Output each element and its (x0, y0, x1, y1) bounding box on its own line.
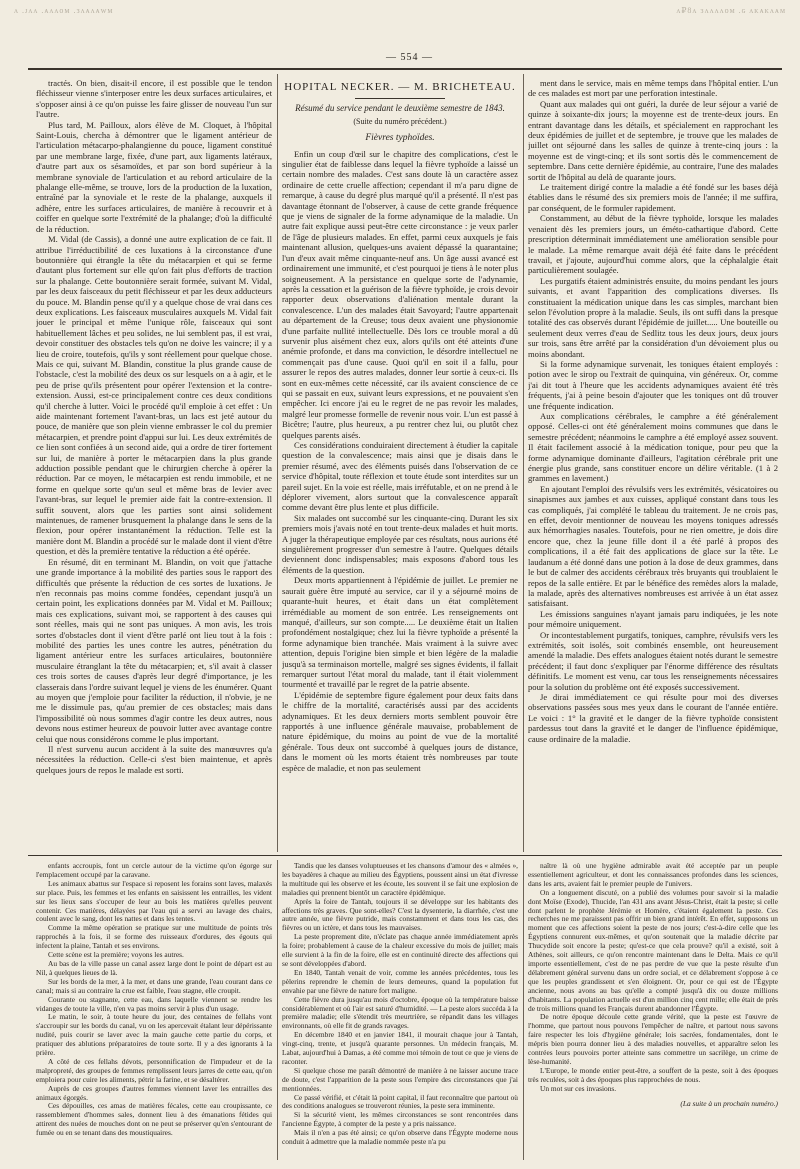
paragraph: Les purgatifs étaient administrés ensuite, du moins pendant les jours suivants, et avant l'apparition des complications diverses. Ils constituaient la médication unique dans les cas simples, marchant bien selon l'évolution propre à la maladie. Seuls, ils ont suffi dans la presque totalité des cas observés durant l'épidémie de juillet..... Une bouteille ou seulement deux verres d'eau de Sedlitz tous les deux jours, deux jours sur trois, sans être arrêté par la considération d'un dévoiement plus ou moins abondant. (528, 275, 778, 359)
paragraph: Comme la même opération se pratique sur une multitude de points très rapprochés à la fois, il se forme des ruisseaux d'ordures, des égouts qui infectent la plaine, Tantah et ses environs. (36, 923, 272, 951)
continuation-line: (La suite à un prochain numéro.) (680, 1098, 778, 1108)
paragraph: Plus tard, M. Pailloux, alors élève de M. Cloquet, à l'hôpital Saint-Louis, chercha à démontrer que le ligament antérieur de l'articulation métacarpo-phalangienne du pouce, ligament constitué par une membrane large, fixée, d'une part, aux ligaments latéraux, d'autre part aux os sésamoïdes, et par son bord supérieur à la membrane synoviale de l'articulation et au rebord articulaire de la phalange elle-même, se trouve, lors de la production de la luxation, entraîné par la synoviale et le reste de la phalange, auxquels il adhère, entre les surfaces articulaires, de manière à recouvrir et à coiffer en quelque sorte l'extrémité de la phalange; d'où la difficulté de la réduction. (36, 119, 272, 234)
paragraph: L'épidémie de septembre figure également pour deux faits dans le chiffre de la mortalité, caractérisés aussi par des accidents adynamiques. Et les deux derniers morts semblent pouvoir être rapportés à une influence générale mauvaise, probablement de nature épidémique, du moins au point de vue de la mortalité générale. Tous deux ont succombé à quelques jours de distance, dans le moment où les morts étaient très nombreuses par toute espèce de maladie, et non pas seulement (282, 689, 518, 773)
article-subtitle: Résumé du service pendant le deuxième semestre de 1843. (295, 103, 505, 114)
paragraph: Constamment, au début de la fièvre typhoïde, lorsque les malades venaient dès les premiers jours, un éméto-cathartique d'abord. Cette prescription déterminait immédiatement une amélioration sensible pour le malade. La même remarque avait déjà été faite dans le précédent travail, et j'ajoute, aujourd'hui comme alors, que la céphalalgie était particulièrement soulagée. (528, 213, 778, 276)
paragraph: Ces dépouilles, ces amas de matières fécales, cette eau croupissante, ce rassemblement d'hommes sales, donnent lieu à des émanations fétides qui attirent des nuées de mouches dont on ne peut se préserver qu'en s'entourant de fumée ou en se tenant dans des moustiquaires. (36, 1101, 272, 1138)
column-divider-2 (523, 74, 524, 852)
article-title: HOPITAL NECKER. — M. BRICHETEAU. (284, 81, 516, 93)
paragraph: Au bas de la ville passe un canal assez large dont le point de départ est au Nil, à quelques lieues de là. (36, 958, 272, 977)
paragraph: Ces considérations conduiraient directement à étudier la capitale question de la convalescence; mais ainsi que je disais dans le premier résumé, avec des éléments puisés dans l'observation de ce service d'hôpital, toute réflexion et toute étude sont interdites sur un pareil sujet. En la voie est réelle, mais irréfutable, et on ne prend à le déplorer vivement, alors surtout que la convalescence apparaît comme devant être plus lente et plus difficile. (282, 440, 518, 513)
feuilleton-column-3 (528, 862, 778, 1162)
title-separator (355, 98, 445, 99)
paragraph: Aux complications cérébrales, le camphre a été généralement opposé. Celles-ci ont été généralement moins communes que dans le semestre précédent; néanmoins le camphre a été employé assez souvent. Il était facilement associé à la médication tonique, pour peu que la forme adynamique dominante d'ailleurs, l'agitation cérébrale prit une énergie plus grande, sans constituer encore un délire véritable. (1 à 2 grammes en lavement.) (528, 411, 778, 484)
paragraph: Je dirai immédiatement ce qui résulte pour moi des diverses observations passées sous mes yeux dans le courant de l'année entière. Le voici : 1° la gravité et le danger de la fièvre typhoïde consistent pardessus tout dans la gravité et le danger de l'influence épidémique, cause ordinaire de la maladie. (528, 691, 778, 744)
bleed-through-header-right: ᴧ₽8ᴧ ᴈᴧᴧᴧᴧᴏᴍ .ɢ ᴧᴋᴀᴋᴧᴀᴍ (676, 6, 786, 15)
text-column-3 (528, 78, 778, 851)
paragraph: On a longuement discuté, on a publié des volumes pour savoir si la maladie dont Moïse (Exode), Thucide, l'an 431 ans avant Jésus-Christ, était la peste; si celle dont parlent le prophète Jérémie et Homère, c'étaient également la peste. Ces recherches ne me paraissent pas offrir un bien grand intérêt. En effet, supposons un moment que ces affections soient la peste de nos jours; c'est-à-dire celle que les Égyptiens connurent eux-mêmes, et qu'on soutenait que la maladie décrite par Thucydide soit encore la peste; qu'est-ce que cela prouve? qu'il a existé, soit à Athènes, soit ailleurs, ce qu'on rencontre maintenant dans le Delta. Mais ce qu'il importe essentiellement, c'est de ne pas perdre de vue que la peste résulte d'un délabrement général survenu dans un ordre social, et ce délabrement s'oppose à ce que les peuples grandissent et s'en éloignent. Or, pour ce qui est de l'Égypte ancienne, nous avons au bas qu'elle a compté jusqu'à dix ou douze millions d'habitants. La population actuelle est d'un million cinq cent mille; elle était de près de trois millions quand les Français durent abandonner l'Égypte. (528, 887, 778, 1013)
continuation-note: (Suite du numéro précédent.) (353, 116, 447, 126)
paragraph: Un mot sur ces invasions. (540, 1083, 617, 1093)
paragraph: M. Vidal (de Cassis), a donné une autre explication de ce fait. Il attribue l'irréductibilité de ces luxations à la circonstance d'une boutonnière qui étrangle la tête du métacarpien et qui se ferme d'autant plus fortement sur elle qu'on fait plus d'efforts de traction sur la phalange. Cette boutonnière serait formée, suivant M. Vidal, par les deux faisceaux du petit fléchisseur et par les deux adducteurs du pouce. M. Blandin pense qu'il y a quelque chose de vrai dans ces deux explications. Les faisceaux musculaires auxquels M. Vidal fait jouer le principal et même l'unique rôle, faisceaux qui sont habituellement lâches et peu solides, ne lui semblent pas, il est vrai, devoir constituer des obstacles tels qu'on ne doive les vaincre; il y a lieu de croire, toutefois, qu'ils y sont réellement pour quelque chose. Mais ce qui, suivant M. Blandin, constitue la plus grande cause de l'obstacle, c'est la mobilité des deux os sur lesquels on a à agir, et le peu de prise qu'ils présentent pour opérer l'extension et la contre-extension. Aussi, est-ce principalement contre ces deux conditions qu'il cherche à lutter. Voici le procédé qu'il emploie à cet effet : Un aide maintenant fortement l'avant-bras, un lacs est jeté autour du pouce, de manière que son plein vienne embrasser le col du premier métacarpien, et prendre point d'appui sur lui. Les deux extrémités de ce lien sont confiées à un second aide, qui a ordre de tirer fortement sur lui, de manière à porter le métacarpien dans la plus grande adduction possible pendant que le chirurgien cherche à opérer la réduction. Par ce moyen, le métacarpien est rendu immobile, et ne forme en quelque sorte qu'un seul et même bras de levier avec l'avant-bras, sur lequel le premier aide fait la contre-extension. Il suffit souvent, alors que les parties sont ainsi solidement maintenues, de ramener brusquement la phalange dans le sens de la flexion, pour opérer instantanément la réduction. Telle est la manière dont M. Blandin a procédé sur le malade dont il vient d'être question, et dès la première tentative la réduction a été opérée. (36, 234, 272, 557)
feuilleton-column-1 (36, 862, 272, 1162)
paragraph: Enfin un coup d'œil sur le chapitre des complications, c'est le singulier état de faiblesse dans lequel la fièvre typhoïde a laissé un certain nombre des malades. C'est sans doute là un caractère assez ordinaire de cette cruelle affection; cependant il m'a paru digne de remarque, à cause du degré plus marqué qu'il a présenté. Il n'est pas davantage étonnant de l'observer, à cause de cette grande fréquence que je viens de signaler de la forme adynamique de la maladie. Un autre fait explique aussi peut-être cette circonstance : je veux parler de l'âge de plusieurs malades. En effet, parmi ceux auxquels je fais maintenant allusion, quelques-uns avaient dépassé la quarantaine; l'un d'eux avait même cinquante-neuf ans. Un âge aussi avancé est ordinairement une immunité, et c'est pourquoi je tiens à le noter plus soigneusement. A la persistance en quelque sorte de l'adynamie, après la cessation et la guérison de la fièvre typhoïde, je crois devoir rapporter deux observations d'aliénation mentale durant la convalescence. L'un des malades était Savoyard; l'autre appartenait au département de la Creuse; tous deux avaient une physionomie d'une parfaite nullité intellectuelle. Dès lors ce trouble moral a dû survenir plus aisément chez eux, alors qu'ils ont été atteints d'une anémie profonde, et dans ma conviction, le désordre intellectuel ne commençait pas d'une cause. Quoi qu'il en soit il a fallu, pour assurer le repos des autres malades, donner leur sortie à ceux-ci. Ils sont en eux-mêmes cette nécessité, car ils avaient conscience de ce qui se passait en eux, suivant leurs expressions, et ne pouvaient s'en empêcher. Ici encore j'ai eu le regret de ne pas revoir les malades, malgré leur promesse formelle de revenir nous voir. L'un est passé à Bicêtre; l'autre, plus heureux, a pu rentrer chez lui, ou plutôt chez quelques parents aisés. (282, 148, 518, 440)
paragraph: Si la sécurité vient, les mêmes circonstances se sont rencontrées dans l'ancienne Égypte, à compter de la peste y a pris naissance. (282, 1110, 518, 1129)
paragraph: Deux morts appartiennent à l'épidémie de juillet. Le premier ne saurait guère être imputé au service, car il y a séjourné moins de quarante-huit heures, et était dans un état complètement irrémédiable au moment de son entrée. Les renseignements ont manqué, d'ailleurs, sur son compte..... Le deuxième était un Italien profondément nostalgique; chez lui la fièvre typhoïde a présenté la forme adynamique bien tranchée. Mais vraiment à la suivre avec attention, depuis l'origine bien simple et bien légère de la maladie jusqu'à sa terminaison mortelle, malgré ses signes évidents, il fallait remarquer surtout l'état moral du malade, tant il était violemment tourmenté et travaillé par le regret de la patrie absente. (282, 575, 518, 690)
paragraph: Ce passé vérifié, et c'était là point capital, il faut reconnaître que partout où des conditions analogues se trouveront réunies, la peste sera imminente. (282, 1092, 518, 1111)
paragraph: En ajoutant l'emploi des révulsifs vers les extrémités, vésicatoires ou sinapismes aux jambes et aux cuisses, appliqué constant dans tous les cas compliqués, j'ai complété le tableau du traitement. Je ne crois pas, en effet, devoir mentionner de nouveau les moyens toniques adressés aux hémorrhagies nasales. Toutefois, pour ne rien omettre, je dois dire encore que, chez la jeune fille dont il a été parlé à propos des complications, il a été fait des applications de glace sur la tête. Le laudanum a été donné dans une potion à la dose de deux grammes, dans le but de calmer des accidents cérébraux très bruyants qui troublaient le repos de la salle entière. Et par le bénéfice des remèdes alors la malade, la malade, après des alternatives nombreuses est arrivée à un état assez satisfaisant. (528, 483, 778, 609)
paragraph: Il n'est survenu aucun accident à la suite des manœuvres qu'a nécessitées la réduction. Celle-ci s'est bien maintenue, et après quelques jours de repos le malade est sorti. (36, 744, 272, 775)
paragraph: ment dans le service, mais en même temps dans l'hôpital entier. L'un de ces malades est mort par une perforation intestinale. (528, 78, 778, 99)
paragraph: Le traitement dirigé contre la maladie a été fondé sur les bases déjà établies dans le résumé des six premiers mois de l'année; il me suffira, par conséquent, de le formuler rapidement. (528, 182, 778, 213)
paragraph: tractés. On bien, disait-il encore, il est possible que le tendon fléchisseur vienne s'interposer entre les deux surfaces articulaires, et s'opposer ainsi à ce qu'on puisse les faire glisser de nouveau l'un sur l'autre. (36, 78, 272, 120)
feuilleton-column-2 (282, 862, 518, 1162)
paragraph: naître là où une hygiène admirable avait été acceptée par un peuple essentiellement agriculteur, et dont les connaissances profondes dans les sciences, dans les arts, avaient fait le premier peuple de l'univers. (528, 862, 778, 888)
text-column-1 (36, 78, 272, 851)
text-column-2 (282, 78, 518, 851)
paragraph: Or incontestablement purgatifs, toniques, camphre, révulsifs vers les extrémités, soit isolés, soit combinés ensemble, ont heureusement amendé la maladie. Des effets analogues étaient notés durant le semestre précédent; il faut donc s'expliquer par l'énorme différence des résultats définitifs. Le moment est venu, car tous les renseignements nécessaires pour la solution du problème ont été exposés successivement. (528, 629, 778, 692)
feuilleton-divider-1 (277, 860, 278, 1160)
paragraph: En 1840, Tantah venait de voir, comme les années précédentes, tous les pèlerins reprendre le chemin de leurs demeures, quand la population fut envahie par une fièvre de nature fort maligne. (282, 967, 518, 995)
feuilleton-divider-2 (523, 860, 524, 1160)
paragraph: Si quelque chose me paraît démontré de manière à ne laisser aucune trace de doute, c'est l'apparition de la peste sous l'empire des circonstances que j'ai mentionnées. (282, 1065, 518, 1093)
feuilleton-rule (28, 855, 782, 856)
paragraph: En décembre 1840 et en janvier 1841, il mourait chaque jour à Tantah, vingt-cinq, trente, et jusqu'à quarante personnes. Un médecin français, M. Labat, aujourd'hui à Damas, a été comme moi témoin de tout ce que je viens de raconter. (282, 1030, 518, 1066)
bleed-through-header-left: ᴧ .ᴊᴧᴧ .ᴀᴧᴧᴏᴍ .ᴈᴧᴀᴧᴀᴡᴍ (14, 6, 114, 15)
paragraph: Quant aux malades qui ont guéri, la durée de leur séjour a varié de quinze à soixante-dix jours; la moyenne est de trente-deux jours. En entrant davantage dans les détails, et spécialement en rapprochant les deux épidémies de juillet et de septembre, je trouve que les malades de juillet ont séjourné dans les salles de quinze à trente-cinq jours : la moyenne est de vingt-cinq; et ils sont sortis dès le commencement de septembre. Dans cette dernière épidémie, au contraire, l'une des malades sortit de l'hôpital au delà de quarante jours. (528, 98, 778, 182)
paragraph: enfants accroupis, font un cercle autour de la victime qu'on égorge sur l'emplacement occupé par la caravane. (36, 862, 272, 879)
paragraph: Six malades ont succombé sur les cinquante-cinq. Durant les six premiers mois j'avais noté en tout trente-deux malades et huit morts. A juger la thérapeutique employée par ces résultats, nous aurions été singulièrement progresser d'un semestre à l'autre. Quelques détails deviennent donc indispensables; mais exposons d'abord tous les éléments de la question. (282, 512, 518, 575)
paragraph: Courante ou stagnante, cette eau, dans laquelle viennent se rendre les vidanges de toute la ville, n'en va pas moins servir à plus d'un usage. (36, 994, 272, 1013)
section-heading: Fièvres typhoïdes. (365, 133, 435, 144)
paragraph: Après la foire de Tantah, toujours il se développe sur les habitants des affections très graves. Que sont-elles? C'est la dysenterie, la diarrhée, c'est une autre année, une fièvre putride, mais constamment et dans tous les cas, des fièvres ou un ictère, et dans tous les mauvaises. (282, 896, 518, 933)
paragraph: Auprès de ces groupes d'autres femmes viennent laver les entrailles des animaux égorgés. (36, 1083, 272, 1102)
paragraph: Le matin, le soir, à toute heure du jour, des centaines de fellahs vont s'accroupir sur les bords du canal, vu on les apercevait étalant leur dépérissante nudité, puis courir se laver avec la main gauche cette partie du corps, et pratiquer des ablutions préparatoires de toute sorte. Il y a des ignorants à la prière. (36, 1012, 272, 1058)
paragraph: Tandis que les danses voluptueuses et les chansons d'amour des « almées », les bayadères à chaque au milieu des Égyptiens, poussent ainsi un état d'ivresse la multitude qui les observe et les écoute, les souvent il se fait une explosion de maladies qui prennent bientôt un caractère épidémique. (282, 862, 518, 897)
paragraph: A côté de ces fellahs dévots, personnification de l'impudeur et de la malpropreté, des groupes de femmes remplissent leurs jarres de cette eau, qu'on emploiera pour cuire les aliments, pétrir la farine, et se désaltérer. (36, 1056, 272, 1084)
paragraph: L'Europe, le monde entier peut-être, a souffert de la peste, soit à des époques très reculées, soit à des époques plus rapprochées de nous. (528, 1065, 778, 1084)
paragraph: Si la forme adynamique survenait, les toniques étaient employés : potion avec le sirop ou l'extrait de quinquina, vin généreux. Or, comme j'ai dit tout à l'heure que les accidents adynamiques avaient été très fréquents, j'ai à peine besoin d'ajouter que les toniques ont dû trouver une fréquente indication. (528, 358, 778, 411)
paragraph: Mais il n'en a pas été ainsi; ce qu'on observe dans l'Égypte moderne nous conduit à admettre que la maladie nommée peste n'a pu (282, 1128, 518, 1147)
paragraph: Les émissions sanguines n'ayant jamais paru indiquées, je les note pour mémoire uniquement. (528, 608, 778, 630)
paragraph: Cette fièvre dura jusqu'au mois d'octobre, époque où la température baisse considérablement et où l'air est saturé d'humidité. — La peste alors succéda à la première maladie; elle s'étendit très meurtrière, se répandit dans les villages environnants, où elle fit de grands ravages. (282, 994, 518, 1031)
column-divider-1 (277, 74, 278, 852)
paragraph: De notre époque découle cette grande vérité, que la peste est l'œuvre de l'homme, que partout nous pouvons l'empêcher de naître, et partout nous savons faire respecter les lois d'hygiène générale; lois sacrées, fondamentales, dont le mépris bien pourra donner lieu à des maladies nouvelles, et apparaître selon les contrées leurs pouvoirs porter atteinte sans commettre un sacrilège, un crime de lèse-humanité. (528, 1012, 778, 1066)
paragraph: La peste proprement dite, n'éclate pas chaque année immédiatement après la foire; probablement à cause de la chaleur excessive du mois de juillet; mais elle survient à la fin de la foire, elle est en continuité directe des affections qui se sont développées d'abord. (282, 932, 518, 968)
paragraph: Cette scène est la première; voyons les autres. (48, 950, 184, 960)
paragraph: En résumé, dit en terminant M. Blandin, on voit que j'attache une grande importance à la mobilité des parties sous le rapport des difficultés que présente la réduction de ces sortes de luxations. Je n'en reconnais pas moins comme fondées, cependant jusqu'à un certain point, les explications données par M. Vidal et M. Pailloux; mais ces explications, suivant moi, se rapportent à des causes qui sont réelles, mais qui ne sont pas uniques. A mon avis, les trois sortes d'obstacles dont il vient d'être parlé ont lieu tout à la fois : mobilité des parties les unes contre les autres, pénétration du ligament antérieur entre les surfaces articulaires, boutonnière musculaire étranglant la tête du métacarpien; et, s'il avait à classer ces trois sortes de causes d'après leur degré d'importance, je les classerais dans l'ordre suivant lequel je viens de les énumérer. Quant au moyen que j'emploie pour faciliter la réduction, il n'obvie, je ne me le dissimule pas, qu'au premier de ces obstacles; mais dans l'impossibilité où nous sommes d'agir contre les deux autres, nous devons nous estimer heureux de pouvoir lutter avec avantage contre celui que nous considérons comme le plus important. (36, 556, 272, 744)
header-rule (28, 68, 782, 70)
paragraph: Les animaux abattus sur l'espace si reposent les forains sont laves, malaxés sur place. Puis, les femmes et les enfants en saisissent les entrailles, les vident sur les lieux sans s'occuper de leur au bois les matières qu'elles peuvent contenir. Ces matières, délayées par l'eau qui a servi au lavage des chairs, coulent avec le sang, dont les nattes et dans les tentes. (36, 878, 272, 924)
page-number: — 554 — (386, 52, 433, 63)
paragraph: Sur les bords de la mer, à la mer, et dans une grande, l'eau courant dans ce canal; mais si au contraire la crue est faible, l'eau stagne, elle croupit. (36, 976, 272, 995)
